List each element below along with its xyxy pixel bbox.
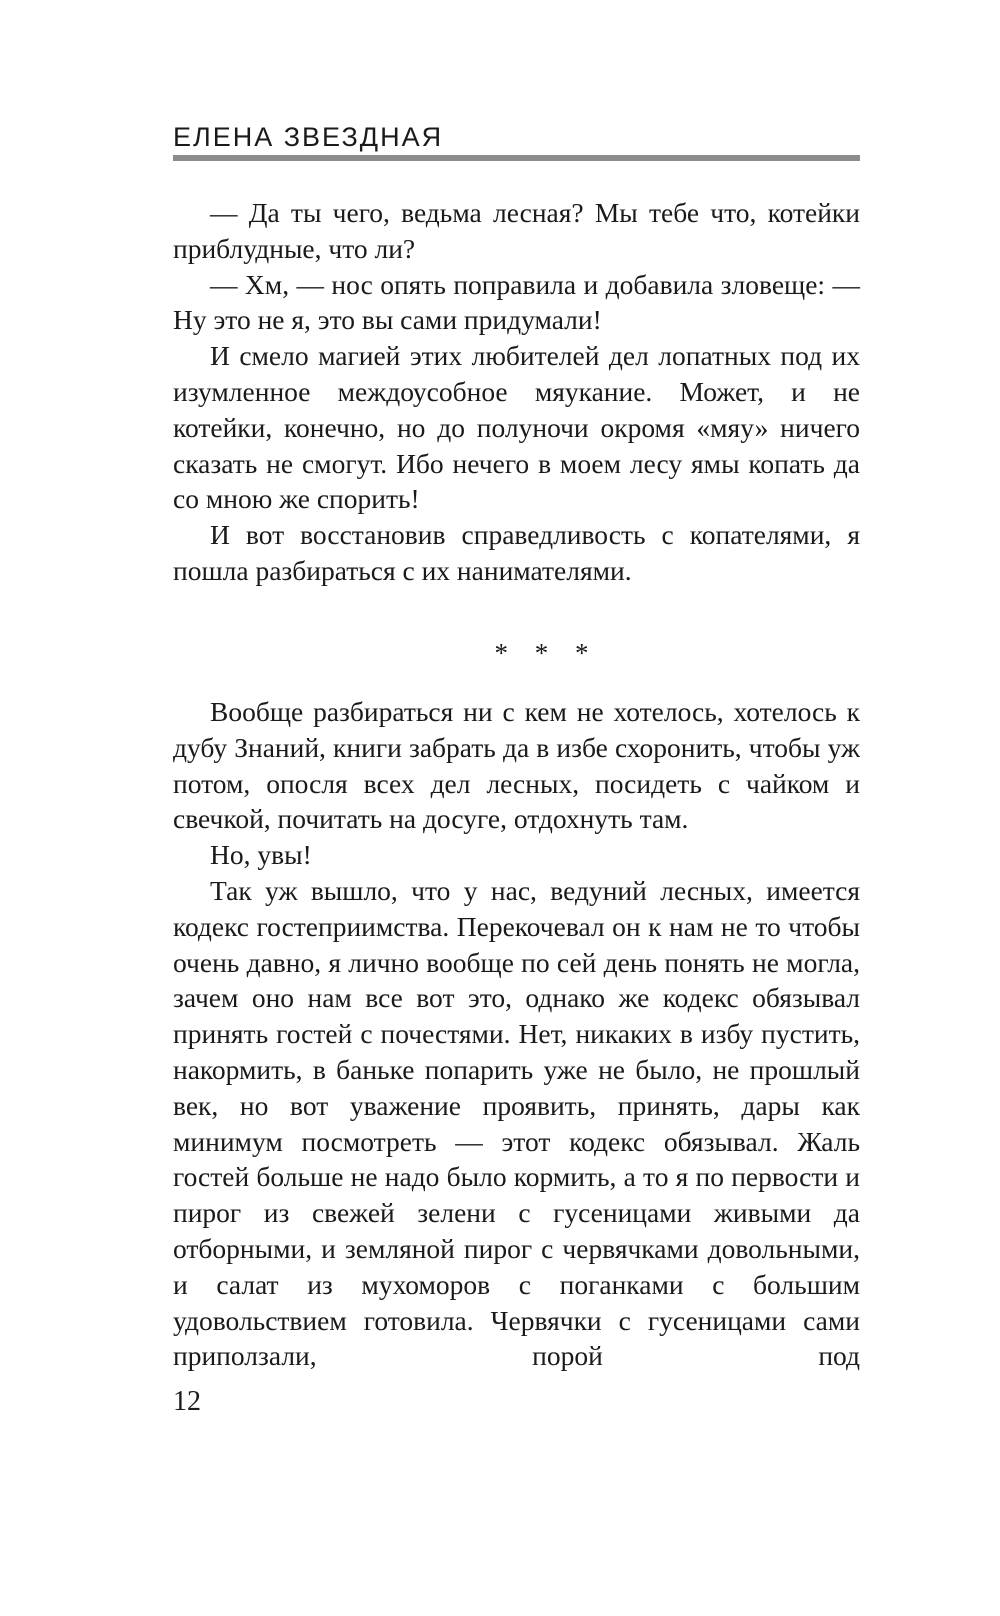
paragraph: Но, увы! <box>210 839 312 871</box>
text-block-2 <box>173 694 860 1374</box>
paragraph: И смело магией этих любителей дел лопатных под их изумленное междоусобное мяукание. Может, и не котейки, конечно, но до полуночи окромя «мяу» ничего сказать не смогут. Ибо нечего в моем лесу ямы копать да со мною же спорить! <box>173 340 860 515</box>
section-separator: * * * <box>494 638 599 668</box>
paragraph: Вообще разбираться ни с кем не хотелось, хотелось к дубу Знаний, книги забрать да в избе схоронить, чтобы уж потом, опосля всех дел лесных, посидеть с чайком и свечкой, почитать на досуге, отдохнуть там. <box>173 696 860 835</box>
paragraph: — Хм, — нос опять поправила и добавила зловеще: — Ну это не я, это вы сами придумали! <box>173 268 860 336</box>
paragraph: И вот восстановив справедливость с копателями, я пошла разбираться с их нанимателями. <box>173 519 860 586</box>
text-block-1 <box>173 195 860 589</box>
running-head-author: ЕЛЕНА ЗВЕЗДНАЯ <box>173 122 444 152</box>
paragraph: Так уж вышло, что у нас, ведуний лесных, имеется кодекс гостеприимства. Перекочевал он к нам не то чтобы очень давно, я лично вообще по сей день понять не могла, зачем оно нам все вот это, однако же кодекс обязывал принять гостей с почестями. Нет, никаких в избу пустить, накормить, в баньке попарить уже не было, не прошлый век, но вот уважение проявить, принять, дары как минимум посмотреть — этот кодекс обязывал. Жаль гостей больше не надо было кормить, а то я по первости и пирог из свежей зелени с гусеницами живыми да отборными, и земляной пирог с червячками довольными, и салат из мухоморов с поганками с большим удовольствием готовила. Червячки с гусеницами сами приползали, порой под <box>173 874 860 1372</box>
page-number: 12 <box>173 1386 201 1417</box>
paragraph: — Да ты чего, ведьма лесная? Мы тебе что, котейки приблудные, что ли? <box>173 197 860 264</box>
header-rule <box>173 155 860 161</box>
